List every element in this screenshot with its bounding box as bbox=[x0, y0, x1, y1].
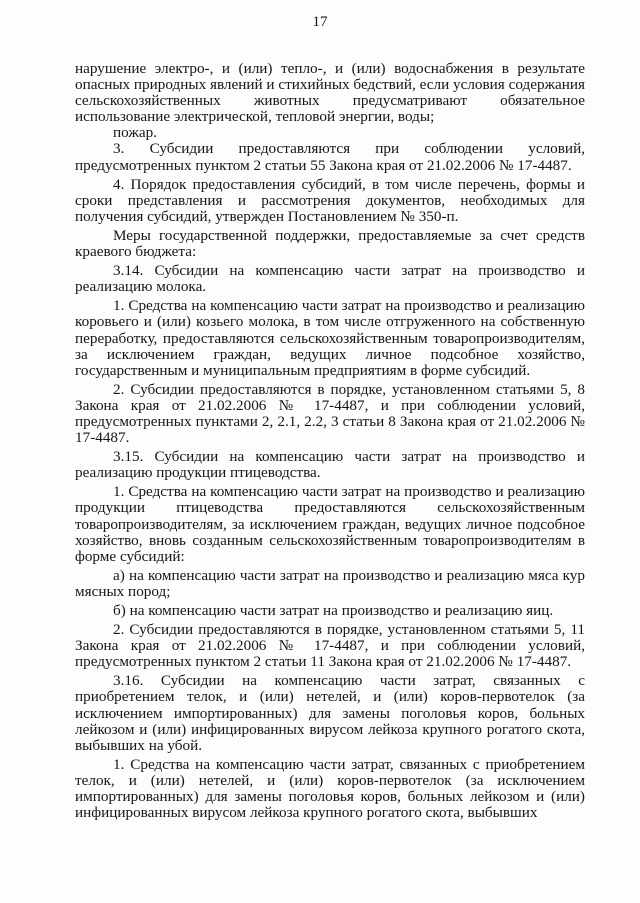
paragraph: 2. Субсидии предоставляются в порядке, установленном статьями 5, 8 Закона края от 21.02.2006 № 17-4487, и при соблюдении условий, предусмотренных пунктами 2, 2.1, 2.2, 3 статьи 8 Закона края от 21.02.2006 № 17-4487. bbox=[75, 380, 585, 447]
paragraph: 3. Субсидии предоставляются при соблюдении условий, предусмотренных пунктом 2 статьи 55 Закона края от 21.02.2006 № 17-4487. bbox=[75, 140, 585, 174]
section-heading-3-14: 3.14. Субсидии на компенсацию части затрат на производство и реализацию молока. bbox=[75, 262, 585, 296]
paragraph: 1. Средства на компенсацию части затрат на производство и реализацию продукции птицеводства предоставляются сельскохозяйственным товаропроизводителям, за исключением граждан, ведущих личное подсобное хозяйство, вновь созданным сельскохозяйственным товаропроизводителям в форме субсидий: bbox=[75, 483, 585, 565]
list-item: б) на компенсацию части затрат на производство и реализацию яиц. bbox=[113, 602, 554, 619]
section-heading-3-16: 3.16. Субсидии на компенсацию части затрат, связанных с приобретением телок, и (или) нетелей, и (или) коров-первотелок (за исключением импортированных) для замены поголовья коров, больных лейкозом и (или) инфицированных вирусом лейкоза крупного рогатого скота, выбывших на убой. bbox=[75, 672, 585, 754]
list-item: а) на компенсацию части затрат на производство и реализацию мяса кур мясных пород; bbox=[75, 566, 585, 600]
paragraph: 4. Порядок предоставления субсидий, в том числе перечень, формы и сроки представления и рассмотрения документов, необходимых для получения субсидий, утвержден Постановлением № 350-п. bbox=[75, 175, 585, 225]
paragraph: 1. Средства на компенсацию части затрат на производство и реализацию коровьего и (или) козьего молока, в том числе отгруженного на собственную переработку, предоставляются сельскохозяйственным товаропроизводителям, за исключением граждан, ведущих личное подсобное хозяйство, государственным и муниципальным предприятиям в форме субсидий. bbox=[75, 297, 585, 379]
paragraph: нарушение электро-, и (или) тепло-, и (или) водоснабжения в результате опасных природных явлений и стихийных бедствий, если условия содержания сельскохозяйственных животных предусматривают обязательное использование электрической, тепловой энергии, воды; bbox=[75, 60, 586, 126]
paragraph: пожар. bbox=[113, 124, 157, 142]
paragraph: Меры государственной поддержки, предоставляемые за счет средств краевого бюджета: bbox=[75, 226, 585, 261]
paragraph: 1. Средства на компенсацию части затрат, связанных с приобретением телок, и (или) нетелей, и (или) коров-первотелок (за исключением импортированных) для замены поголовья коров, больных лейкозом и (или) инфицированных вирусом лейкоза крупного рогатого скота, выбывших bbox=[75, 755, 585, 822]
paragraph: 2. Субсидии предоставляются в порядке, установленном статьями 5, 11 Закона края от 21.02.2006 № 17-4487, и при соблюдении условий, предусмотренных пунктом 2 статьи 11 Закона края от 21.02.2006 № 17-4487. bbox=[75, 621, 585, 671]
page-number: 17 bbox=[312, 14, 328, 30]
section-heading-3-15: 3.15. Субсидии на компенсацию части затрат на производство и реализацию продукции птицеводства. bbox=[75, 448, 585, 482]
document-body bbox=[75, 0, 585, 821]
